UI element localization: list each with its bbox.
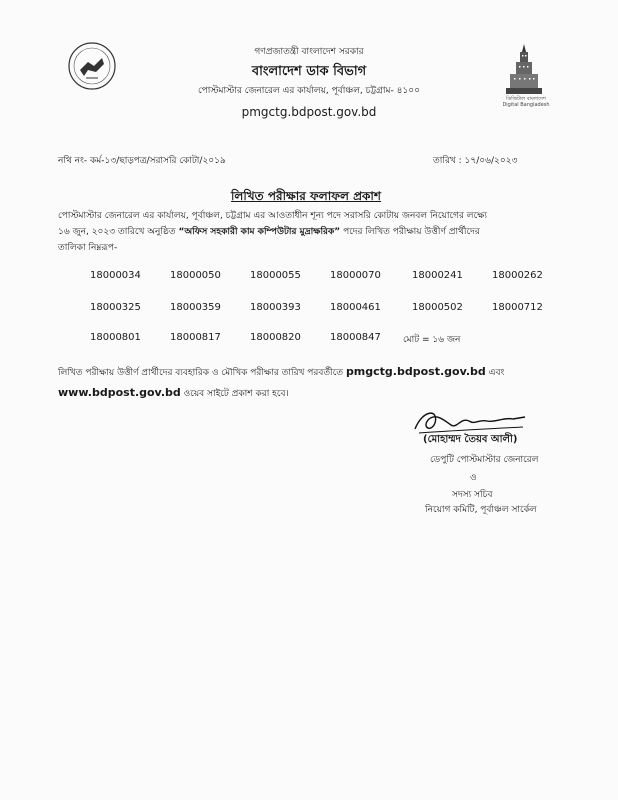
post-name: “অফিস সহকারী কাম কম্পিউটার মুদ্রাক্ষরিক” <box>178 227 341 237</box>
roll-number: 18000241 <box>412 270 463 281</box>
roll-number: 18000817 <box>170 332 221 343</box>
department-name: বাংলাদেশ ডাক বিভাগ <box>251 64 367 79</box>
title-box <box>213 185 399 207</box>
roll-row-2 <box>90 302 560 316</box>
signatory-designation: ডেপুটি পোস্টমাস্টার জেনারেল <box>430 455 539 465</box>
government-name: গণপ্রজাতন্ত্রী বাংলাদেশ সরকার <box>254 47 364 57</box>
office-website[interactable]: pmgctg.bdpost.gov.bd <box>241 105 377 119</box>
roll-number: 18000055 <box>250 270 301 281</box>
notice-line-1 <box>58 362 558 383</box>
intro-line-2-prefix: ১৬ জুন, ২০২৩ তারিখে অনুষ্ঠিত <box>58 227 179 237</box>
office-address: পোস্টমাস্টার জেনারেল এর কার্যালয়, পূর্বাঞ্চল, চট্টগ্রাম- ৪১০০ <box>197 86 421 96</box>
conjunction: ও <box>470 473 477 483</box>
notice-line-2-suffix: ওয়েব সাইটে প্রকাশ করা হবে। <box>180 389 289 399</box>
roll-number: 18000050 <box>170 270 221 281</box>
total-count: মোট = ১৬ জন <box>403 335 461 345</box>
roll-number: 18000820 <box>250 332 301 343</box>
roll-number: 18000034 <box>90 270 141 281</box>
roll-number: 18000801 <box>90 332 141 343</box>
roll-number: 18000359 <box>170 302 221 313</box>
roll-row-3 <box>90 332 560 346</box>
intro-line-2-suffix: পদের লিখিত পরীক্ষায় উত্তীর্ণ প্রার্থীদের <box>340 227 480 237</box>
intro-paragraph <box>58 208 558 256</box>
signatory-name: (মোহাম্মদ তৈয়ব আলী) <box>423 434 518 445</box>
roll-row-1 <box>90 270 560 284</box>
roll-number: 18000070 <box>330 270 381 281</box>
notice-paragraph <box>58 362 558 404</box>
signatory-role: সদস্য সচিব <box>452 490 493 500</box>
notice-line-1-suffix: এবং <box>485 368 505 378</box>
roll-number: 18000262 <box>492 270 543 281</box>
intro-line-1: পোস্টমাস্টার জেনারেল এর কার্যালয়, পূর্বাঞ্চল, চট্টগ্রাম এর আওতাধীন শূন্য পদে সরাসরি কোটায় জনবল নিয়োগের লক্ষ্যে <box>58 211 487 221</box>
roll-number: 18000502 <box>412 302 463 313</box>
website-link-1[interactable]: pmgctg.bdpost.gov.bd <box>345 365 486 378</box>
logo-caption: ডিজিটাল বাংলাদেশ Digital Bangladesh <box>502 96 550 108</box>
page-title: লিখিত পরীক্ষার ফলাফল প্রকাশ <box>230 189 382 203</box>
roll-number: 18000461 <box>330 302 381 313</box>
intro-line-3: তালিকা নিম্নরূপ- <box>58 243 118 253</box>
memo-reference: নথি নং- কর্ম-১৩/ছাড়পত্র/সরাসরি কোটা/২০১৯ <box>58 156 226 166</box>
website-link-2[interactable]: www.bdpost.gov.bd <box>58 386 181 399</box>
roll-number: 18000325 <box>90 302 141 313</box>
notice-line-1-prefix: লিখিত পরীক্ষায় উত্তীর্ণ প্রার্থীদের ব্যবহারিক ও মৌখিক পরীক্ষার তারিখ পরবর্তীতে <box>58 368 346 378</box>
notice-line-2 <box>58 383 558 404</box>
committee-name: নিয়োগ কমিটি, পূর্বাঞ্চল সার্কেল <box>425 505 537 515</box>
roll-number: 18000393 <box>250 302 301 313</box>
roll-number: 18000847 <box>330 332 381 343</box>
memo-date: তারিখ : ১৭/০৬/২০২৩ <box>433 156 518 166</box>
roll-number: 18000712 <box>492 302 543 313</box>
intro-line-2 <box>58 224 558 240</box>
